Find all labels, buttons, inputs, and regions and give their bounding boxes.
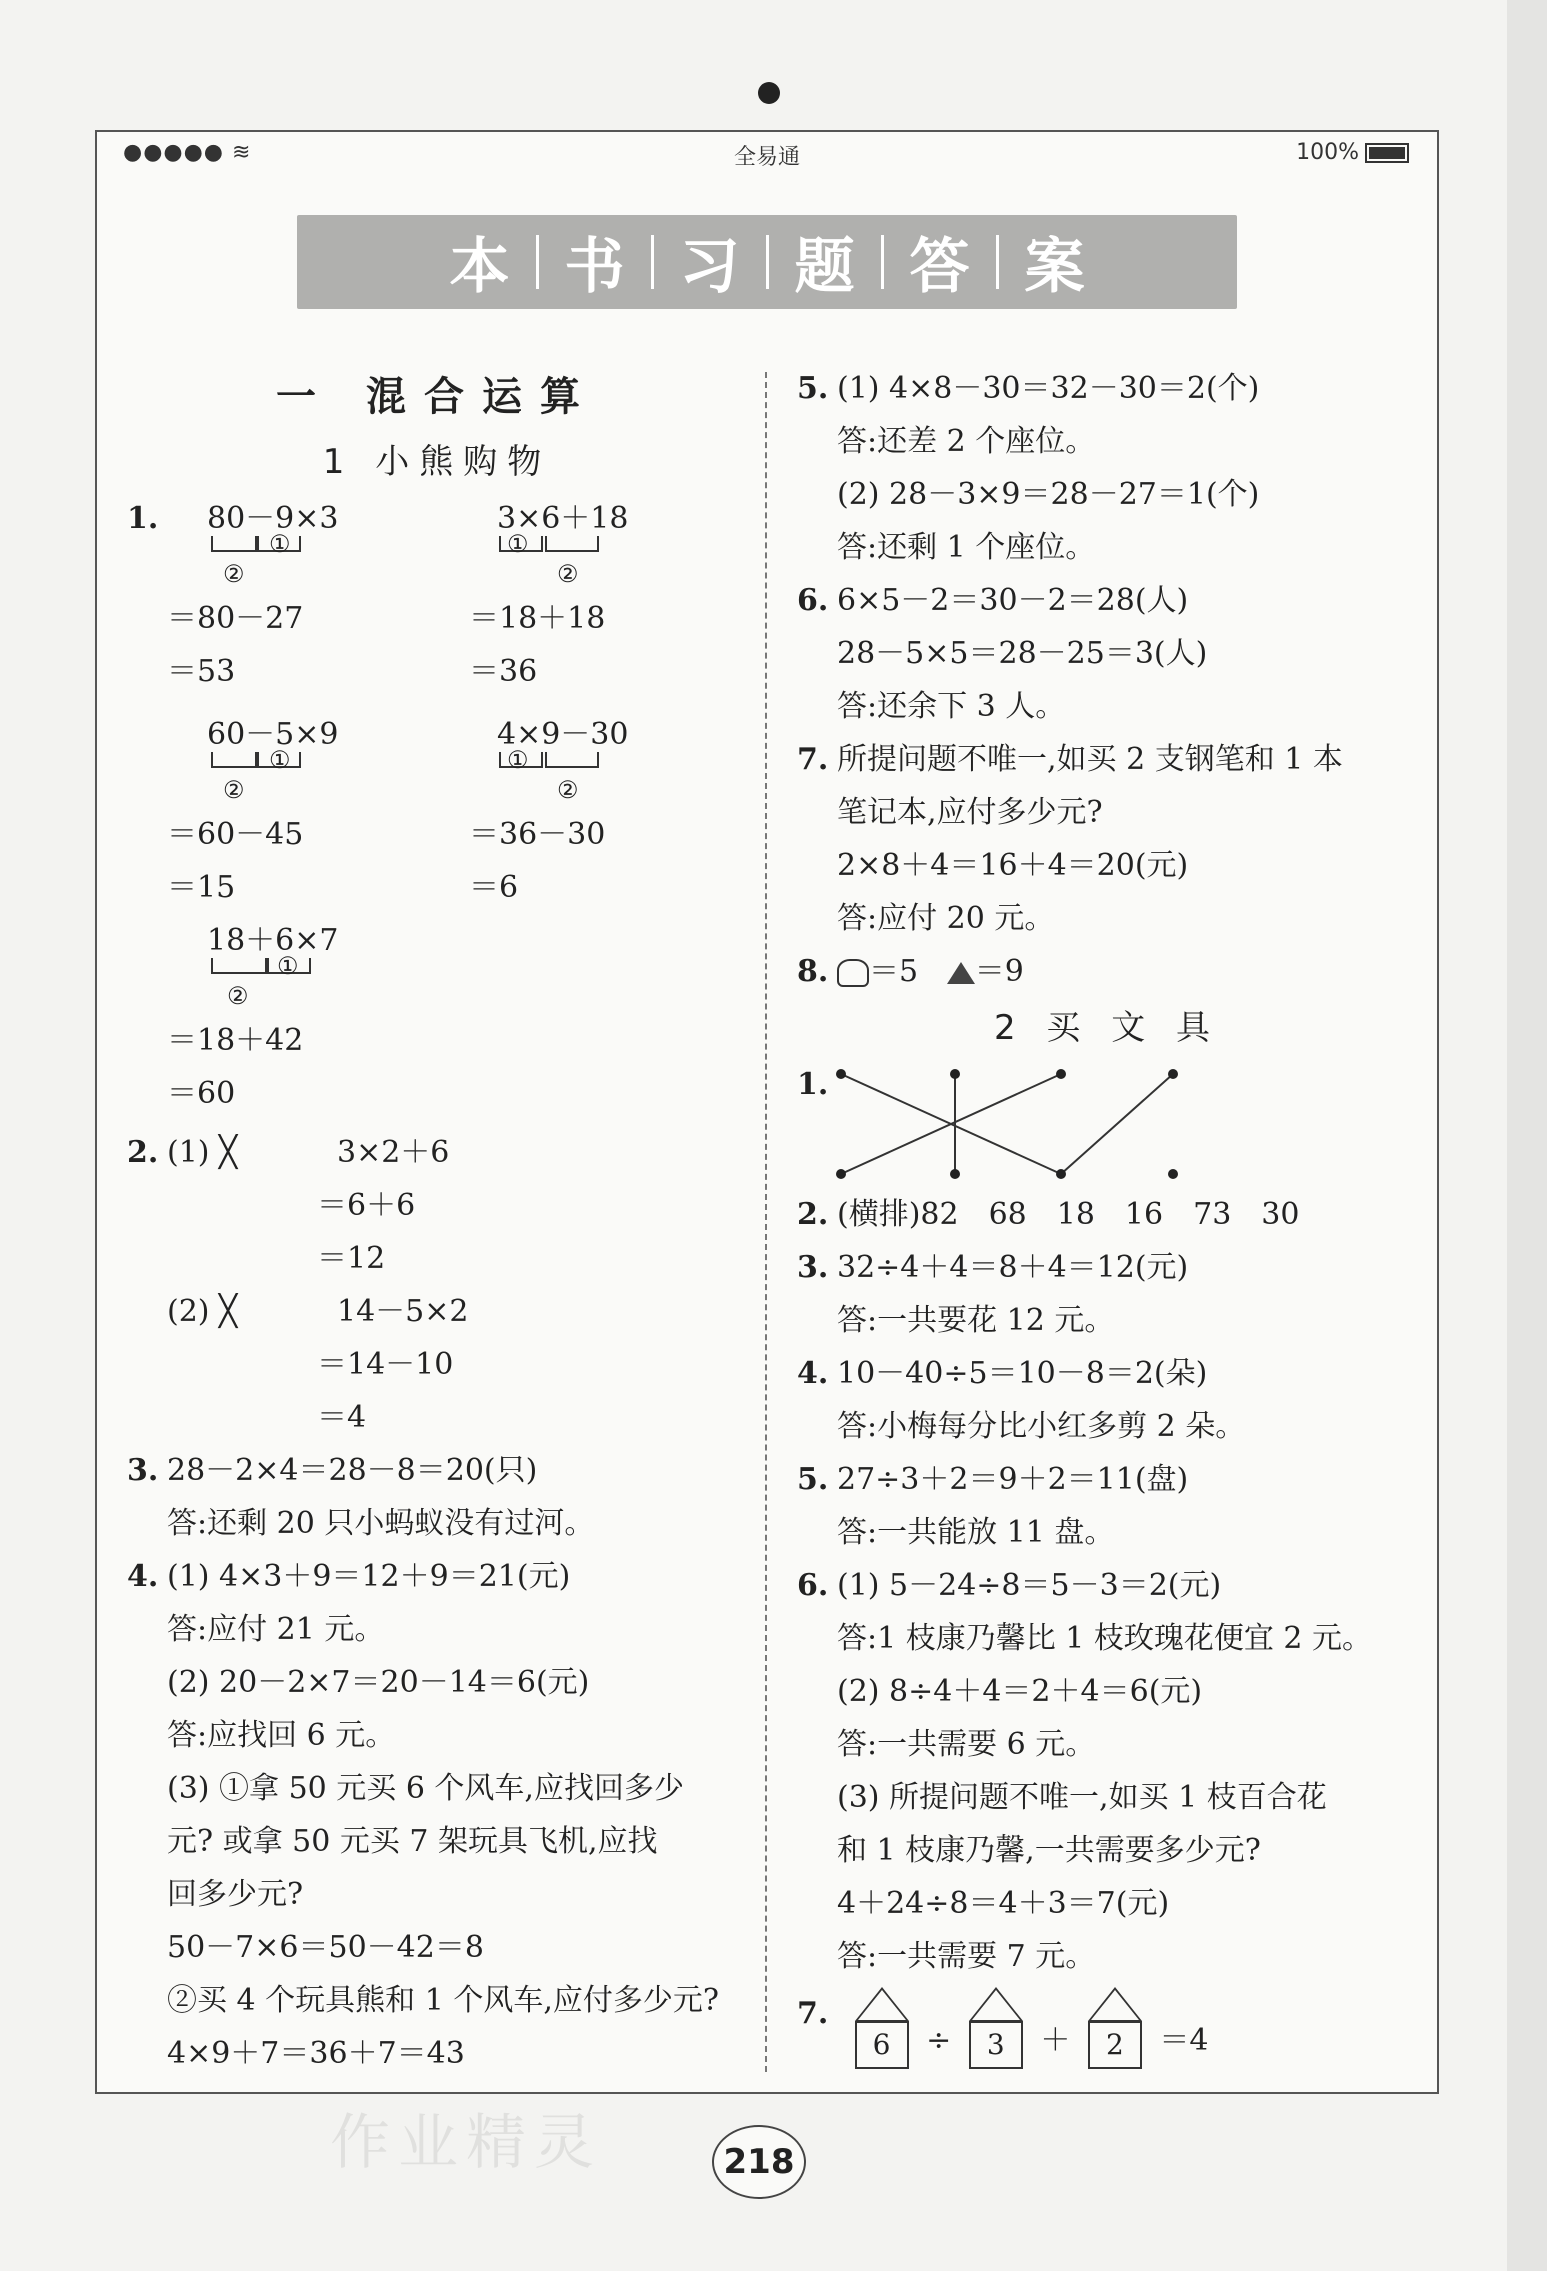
column-divider <box>765 372 767 2072</box>
battery-icon <box>1365 143 1409 163</box>
q6-line <box>797 574 1417 627</box>
operator: ÷ <box>926 2023 952 2058</box>
l2q6-answer: 4＋24÷8＝4＋3＝7(元) <box>837 1886 1170 1921</box>
lesson-title: 1 小熊购物 <box>322 442 552 482</box>
app-title: 全易通 <box>733 145 800 170</box>
l2q7-line <box>797 1987 1417 2077</box>
q2-part2 <box>127 1285 747 1338</box>
step-order: ① <box>507 746 529 774</box>
l2q6-answer: (3) 所提问题不唯一,如买 1 枝百合花 <box>837 1780 1327 1815</box>
house-value: 3 <box>969 2021 1023 2069</box>
q5-answer: (2) 28－3×9＝28－27＝1(个) <box>837 477 1260 512</box>
step-order: ① <box>269 746 291 774</box>
signal-icon: ●●●●● ≋ <box>123 140 252 165</box>
banner-char: 答 <box>909 232 970 302</box>
q8-line <box>797 945 1417 998</box>
banner-char: 题 <box>794 232 855 302</box>
step-order: ② <box>557 560 579 588</box>
q5-answer: 答:还剩 1 个座位。 <box>837 530 1096 565</box>
answer-line: 32÷4＋4＝8＋4＝12(元) <box>837 1250 1189 1285</box>
answer-line: (横排)82 68 18 16 73 30 <box>837 1197 1300 1232</box>
q2-step: ＝6＋6 <box>317 1188 416 1223</box>
left-column <box>127 362 747 2080</box>
triangle-icon <box>947 962 975 984</box>
house-box <box>855 1987 909 2067</box>
banner-char: 案 <box>1024 232 1085 302</box>
pentagon-icon <box>837 959 869 987</box>
q1-row-3 <box>127 914 747 1014</box>
binding-hole <box>758 82 780 104</box>
torn-page-edge <box>1507 0 1547 2271</box>
l2q6-answer: 答:一共需要 6 元。 <box>837 1727 1096 1762</box>
answer-line: (1) 4×8－30＝32－30＝2(个) <box>837 371 1260 406</box>
q4-answer: 答:应付 21 元。 <box>167 1612 385 1647</box>
step-order: ② <box>223 560 245 588</box>
banner-char: 书 <box>564 232 625 302</box>
question-number: 5. <box>797 371 829 406</box>
q1-row-1 <box>127 492 747 592</box>
question-number: 2. <box>797 1197 829 1232</box>
q7-answer: 笔记本,应付多少元? <box>837 795 1103 830</box>
l2q6-answer: 答:一共需要 7 元。 <box>837 1939 1096 1974</box>
q6-answer: 答:还余下 3 人。 <box>837 689 1066 724</box>
question-number: 6. <box>797 1568 829 1603</box>
l2q6-answer: 和 1 枝康乃馨,一共需要多少元? <box>837 1833 1261 1868</box>
step-order: ② <box>227 982 249 1010</box>
watermark: 作业精灵 <box>330 2108 602 2178</box>
q5-line <box>797 362 1417 415</box>
q5-answer: 答:还差 2 个座位。 <box>837 424 1096 459</box>
house-box <box>1088 1987 1142 2067</box>
q4-answer: 4×9＋7＝36＋7＝43 <box>167 2036 465 2071</box>
house-value: 2 <box>1088 2021 1142 2069</box>
answer-value: ＝9 <box>974 954 1024 989</box>
l2q6-answer: 答:1 枝康乃馨比 1 枝玫瑰花便宜 2 元。 <box>837 1621 1373 1656</box>
question-number: 3. <box>797 1250 829 1285</box>
l2q3-line <box>797 1241 1417 1294</box>
q1-step <box>127 808 747 861</box>
banner-char: 习 <box>679 232 740 302</box>
answer-line: 27÷3＋2＝9＋2＝11(盘) <box>837 1462 1189 1497</box>
question-number: 8. <box>797 954 829 989</box>
battery-percent: 100% <box>1296 140 1359 165</box>
question-number: 2. <box>127 1135 159 1170</box>
part-label: (1) ╳ <box>167 1135 238 1170</box>
q6-answer: 28－5×5＝28－25＝3(人) <box>837 636 1208 671</box>
step: ＝18＋18 <box>469 601 606 636</box>
expression: 80－9×3 <box>207 501 339 536</box>
q4-answer: 元? 或拿 50 元买 7 架玩具飞机,应找 <box>167 1824 658 1859</box>
question-number: 1. <box>127 501 159 536</box>
step: ＝53 <box>167 654 236 689</box>
status-bar <box>97 132 1437 176</box>
l2q2-line <box>797 1188 1417 1241</box>
l2q4-line <box>797 1347 1417 1400</box>
page-number: 218 <box>712 2125 806 2199</box>
l2q5-answer: 答:一共能放 11 盘。 <box>837 1515 1115 1550</box>
section-banner <box>297 215 1237 309</box>
answer-line: (1) 4×3＋9＝12＋9＝21(元) <box>167 1559 571 1594</box>
q1-step <box>127 861 747 914</box>
q2-step: ＝14－10 <box>317 1347 454 1382</box>
unit-title: 一 混合运算 <box>276 374 598 420</box>
part-label: (2) ╳ <box>167 1294 238 1329</box>
expression: 3×6＋18 <box>497 501 629 536</box>
answer-value: ＝5 <box>869 954 919 989</box>
q2-step: ＝12 <box>317 1241 386 1276</box>
answer-line: (1) 5－24÷8＝5－3＝2(元) <box>837 1568 1222 1603</box>
q3-answer: 答:还剩 20 只小蚂蚁没有过河。 <box>167 1506 595 1541</box>
house-box <box>969 1987 1023 2067</box>
step: ＝36 <box>469 654 538 689</box>
q1-step: ＝18＋42 <box>167 1023 304 1058</box>
q1-row-2 <box>127 708 747 808</box>
expression: 4×9－30 <box>497 717 629 752</box>
answer-line: 10－40÷5＝10－8＝2(朵) <box>837 1356 1208 1391</box>
step: ＝6 <box>469 870 519 905</box>
l2q3-answer: 答:一共要花 12 元。 <box>837 1303 1115 1338</box>
result: ＝4 <box>1159 2023 1209 2058</box>
banner-char: 本 <box>449 232 510 302</box>
step-order: ① <box>269 530 291 558</box>
q4-answer: (3) ①拿 50 元买 6 个风车,应找回多少 <box>167 1771 684 1806</box>
question-number: 4. <box>797 1356 829 1391</box>
step: ＝60－45 <box>167 817 304 852</box>
q3-line <box>127 1444 747 1497</box>
q4-answer: 50－7×6＝50－42＝8 <box>167 1930 484 1965</box>
q4-answer: (2) 20－2×7＝20－14＝6(元) <box>167 1665 590 1700</box>
question-number: 6. <box>797 583 829 618</box>
house-value: 6 <box>855 2021 909 2069</box>
step: 3×2＋6 <box>337 1135 450 1170</box>
step: 14－5×2 <box>337 1294 469 1329</box>
expression: 18＋6×7 <box>207 923 339 958</box>
battery-status <box>1296 140 1409 165</box>
l2q6-answer: (2) 8÷4＋4＝2＋4＝6(元) <box>837 1674 1203 1709</box>
right-column <box>797 362 1417 2077</box>
l2q6-line <box>797 1559 1417 1612</box>
q4-line <box>127 1550 747 1603</box>
step-order: ① <box>277 952 299 980</box>
question-number: 4. <box>127 1559 159 1594</box>
l2q5-line <box>797 1453 1417 1506</box>
matching-lines <box>833 1058 1213 1188</box>
l2q4-answer: 答:小梅每分比小红多剪 2 朵。 <box>837 1409 1246 1444</box>
question-number: 3. <box>127 1453 159 1488</box>
step: ＝80－27 <box>167 601 304 636</box>
step-order: ② <box>557 776 579 804</box>
question-number: 7. <box>797 742 829 777</box>
q1-step: ＝60 <box>167 1076 236 1111</box>
step-order: ② <box>223 776 245 804</box>
answer-line: 28－2×4＝28－8＝20(只) <box>167 1453 538 1488</box>
q1-step <box>127 645 747 698</box>
question-number: 7. <box>797 1996 829 2031</box>
q7-line <box>797 733 1417 786</box>
q4-answer: ②买 4 个玩具熊和 1 个风车,应付多少元? <box>167 1983 719 2018</box>
expression: 60－5×9 <box>207 717 339 752</box>
tablet-frame <box>95 130 1439 2094</box>
lesson-title: 2 买 文 具 <box>993 1008 1221 1048</box>
operator: ＋ <box>1040 2023 1071 2058</box>
q4-answer: 答:应找回 6 元。 <box>167 1718 396 1753</box>
question-number: 1. <box>797 1067 829 1102</box>
answer-line: 6×5－2＝30－2＝28(人) <box>837 583 1189 618</box>
question-number: 5. <box>797 1462 829 1497</box>
step: ＝15 <box>167 870 236 905</box>
step: ＝36－30 <box>469 817 606 852</box>
step-order: ① <box>507 530 529 558</box>
q4-answer: 回多少元? <box>167 1877 304 1912</box>
answer-line: 所提问题不唯一,如买 2 支钢笔和 1 本 <box>837 742 1343 777</box>
matching-diagram <box>797 1058 1417 1188</box>
q2-part1 <box>127 1126 747 1179</box>
q7-answer: 2×8＋4＝16＋4＝20(元) <box>837 848 1189 883</box>
q2-step: ＝4 <box>317 1400 367 1435</box>
q1-step <box>127 592 747 645</box>
q7-answer: 答:应付 20 元。 <box>837 901 1055 936</box>
